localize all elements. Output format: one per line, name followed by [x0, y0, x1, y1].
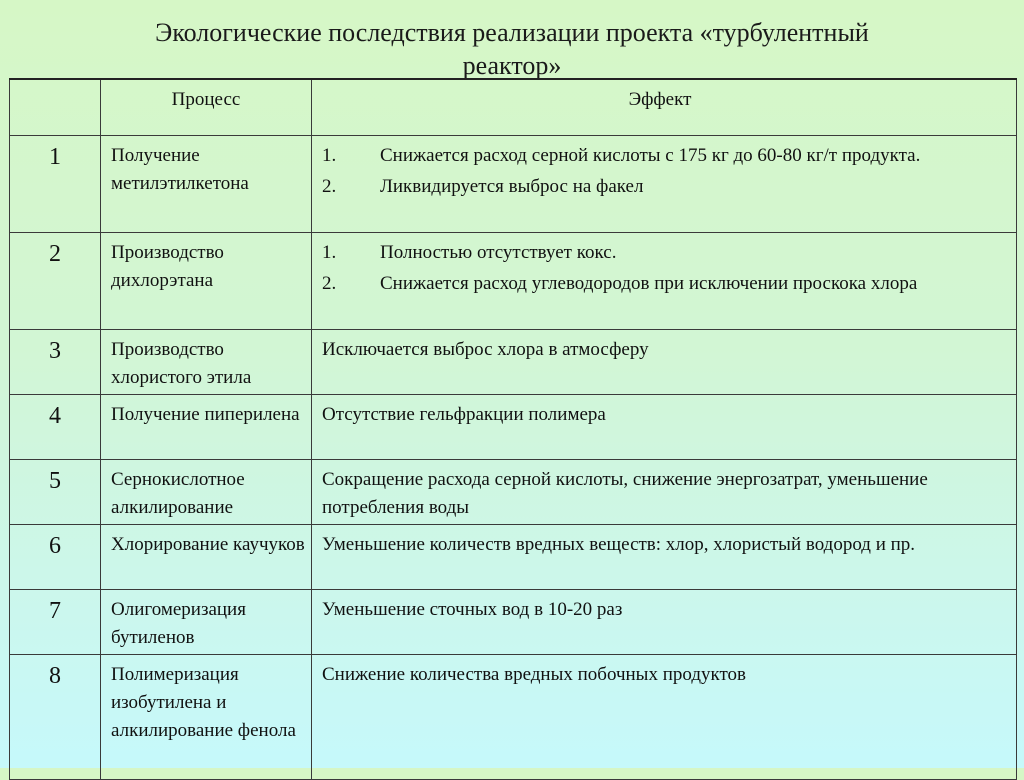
- row-number: 4: [10, 394, 101, 459]
- effect-item-text: Полностью отсутствует кокс.: [380, 241, 617, 263]
- row-number: 5: [10, 459, 101, 524]
- table-row: [10, 329, 1017, 394]
- row-effect: Уменьшение сточных вод в 10-20 раз: [312, 589, 1017, 654]
- row-number: 8: [10, 654, 101, 779]
- header-number: [10, 79, 101, 135]
- effect-item-text: Ликвидируется выброс на факел: [380, 175, 644, 197]
- table-row: [10, 394, 1017, 459]
- effect-item: [322, 173, 1008, 200]
- effect-item-number: 2.: [322, 272, 337, 294]
- effect-item-number: 2.: [322, 175, 337, 197]
- row-effect: Отсутствие гельфракции полимера: [312, 394, 1017, 459]
- effect-item-text: Снижается расход серной кислоты с 175 кг до 60-80 кг/т продукта.: [380, 144, 921, 166]
- row-process: Получение пиперилена: [101, 394, 312, 459]
- row-effect: [312, 232, 1017, 329]
- row-process: Производство дихлорэтана: [101, 232, 312, 329]
- row-process: Сернокислотное алкилирование: [101, 459, 312, 524]
- effect-item-number: 1.: [322, 241, 337, 263]
- header-effect: Эффект: [312, 79, 1017, 135]
- row-process: Получение метилэтилкетона: [101, 135, 312, 232]
- row-number: 6: [10, 524, 101, 589]
- effect-item: [322, 270, 1008, 297]
- table-row: [10, 654, 1017, 779]
- row-number: 3: [10, 329, 101, 394]
- table-row: [10, 589, 1017, 654]
- slide-title-line2: реактор»: [462, 51, 562, 80]
- effect-item-text: Снижается расход углеводородов при исключении проскока хлора: [380, 272, 918, 294]
- row-process: Хлорирование каучуков: [101, 524, 312, 589]
- row-number: 2: [10, 232, 101, 329]
- header-process: Процесс: [101, 79, 312, 135]
- slide-title: [0, 16, 1024, 82]
- row-process: Производство хлористого этила: [101, 329, 312, 394]
- row-number: 7: [10, 589, 101, 654]
- row-process: Олигомеризация бутиленов: [101, 589, 312, 654]
- slide-title-line1: Экологические последствия реализации проекта «турбулентный: [155, 18, 869, 47]
- table-header-row: [10, 79, 1017, 135]
- table-row: [10, 232, 1017, 329]
- row-effect: Уменьшение количеств вредных веществ: хлор, хлористый водород и пр.: [312, 524, 1017, 589]
- effect-item: [322, 239, 1008, 266]
- row-effect: [312, 135, 1017, 232]
- table-row: [10, 524, 1017, 589]
- row-process: Полимеризация изобутилена и алкилирование фенола: [101, 654, 312, 779]
- effect-item-number: 1.: [322, 144, 337, 166]
- effects-table: [9, 78, 1017, 780]
- row-number: 1: [10, 135, 101, 232]
- row-effect: Снижение количества вредных побочных продуктов: [312, 654, 1017, 779]
- effect-item: [322, 142, 1008, 169]
- table-row: [10, 135, 1017, 232]
- row-effect: Исключается выброс хлора в атмосферу: [312, 329, 1017, 394]
- row-effect: Сокращение расхода серной кислоты, снижение энергозатрат, уменьшение потребления воды: [312, 459, 1017, 524]
- table-row: [10, 459, 1017, 524]
